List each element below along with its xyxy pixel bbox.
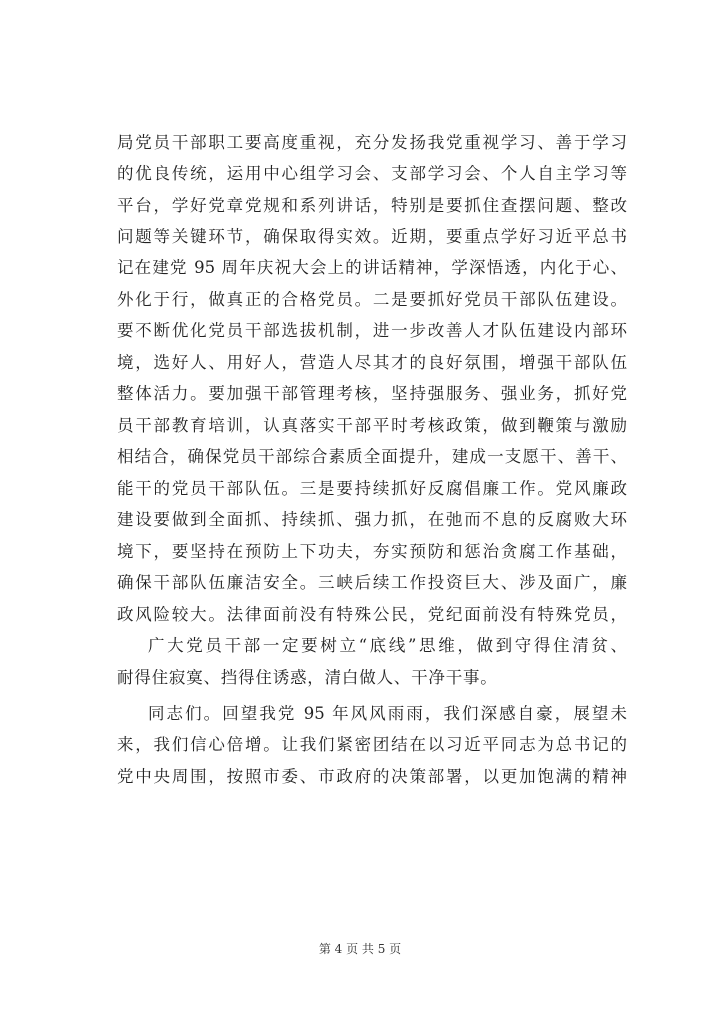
text-line: 耐得住寂寞、挡得住诱惑，清白做人、干净干事。 <box>117 668 498 687</box>
text-line: 广大党员干部一定要树立“底线”思维，做到守得住清贫、 <box>148 636 627 655</box>
text-line: 境下，要坚持在预防上下功夫，夯实预防和惩治贪腐工作基础， <box>117 542 627 561</box>
text-line: 同志们。回望我党 95 年风风雨雨，我们深感自豪，展望未 <box>148 704 627 723</box>
text-line: 相结合，确保党员干部综合素质全面提升，建成一支愿干、善干、 <box>117 447 627 466</box>
text-line: 能干的党员干部队伍。三是要持续抓好反腐倡廉工作。党风廉政 <box>117 479 627 498</box>
text-line: 来，我们信心倍增。让我们紧密团结在以习近平同志为总书记的 <box>117 735 627 754</box>
text-line: 局党员干部职工要高度重视，充分发扬我党重视学习、善于学习 <box>117 133 627 152</box>
page-number-footer: 第 4 页 共 5 页 <box>318 942 402 956</box>
text-line: 问题等关键环节，确保取得实效。近期，要重点学好习近平总书 <box>117 227 627 246</box>
text-line: 建设要做到全面抓、持续抓、强力抓，在弛而不息的反腐败大环 <box>117 510 627 529</box>
text-line: 外化于行，做真正的合格党员。二是要抓好党员干部队伍建设。 <box>117 290 627 309</box>
text-line: 整体活力。要加强干部管理考核，坚持强服务、强业务，抓好党 <box>117 384 627 403</box>
text-line: 平台，学好党章党规和系列讲话，特别是要抓住查摆问题、整改 <box>117 196 627 215</box>
text-line: 员干部教育培训，认真落实干部平时考核政策，做到鞭策与激励 <box>117 416 627 435</box>
text-line: 境，选好人、用好人，营造人尽其才的良好氛围，增强干部队伍 <box>117 353 627 372</box>
text-line: 记在建党 95 周年庆祝大会上的讲话精神，学深悟透，内化于心、 <box>117 258 627 277</box>
text-line: 的优良传统，运用中心组学习会、支部学习会、个人自主学习等 <box>117 164 627 183</box>
text-line: 党中央周围，按照市委、市政府的决策部署，以更加饱满的精神 <box>117 767 627 786</box>
text-line: 政风险较大。法律面前没有特殊公民，党纪面前没有特殊党员， <box>117 605 627 624</box>
text-line: 要不断优化党员干部选拔机制，进一步改善人才队伍建设内部环 <box>117 321 627 340</box>
text-line: 确保干部队伍廉洁安全。三峡后续工作投资巨大、涉及面广，廉 <box>117 573 627 592</box>
